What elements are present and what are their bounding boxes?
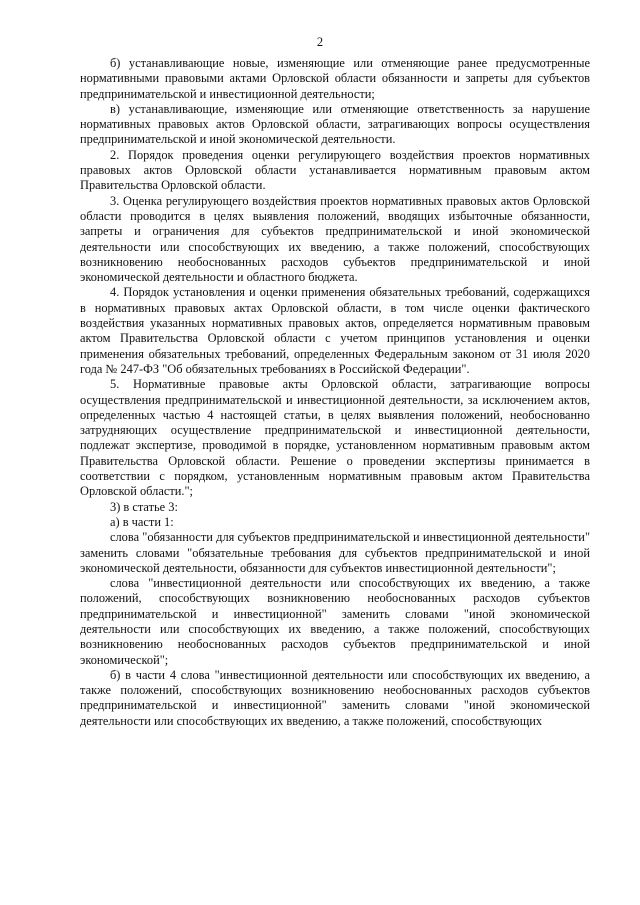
paragraph-4: 4. Порядок установления и оценки применения обязательных требований, содержащихся в нормативных правовых актах Орловской области, в том числе оценки фактического воздействия указанных нормативных правовых актов, определяется нормативным правовым актом Правительства Орловской области с учетом принципов установления и оценки применения обязательных требований, определенных Федеральным законом от 31 июля 2020 года № 247-ФЗ "Об обязательных требованиях в Российской Федерации". xyxy=(80,285,590,376)
subitem-a-part-1: а) в части 1: xyxy=(110,514,174,529)
paragraph-1v: в) устанавливающие, изменяющие или отменяющие ответственность за нарушение нормативных правовых актов Орловской области, затрагивающих вопросы осуществления предпринимательской и иной экономической деятельности. xyxy=(80,101,590,147)
paragraph-2: 2. Порядок проведения оценки регулирующего воздействия проектов нормативных правовых актов Орловской области устанавливается нормативным правовым актом Правительства Орловской области. xyxy=(80,147,590,193)
subitem-b-part-4: б) в части 4 слова "инвестиционной деятельности или способствующих их введению, а также положений, способствующих возникновению необоснованных расходов субъектов предпринимательской и инвестиционной" заменить словами "иной экономической деятельности или способствующих их введению, а также положений, способствующих xyxy=(80,667,590,728)
replacement-words-1: слова "обязанности для субъектов предпринимательской и инвестиционной деятельности" заменить словами "обязательные требования для субъектов предпринимательской и иной экономической деятельности, обязанности для субъектов инвестиционной деятельности"; xyxy=(80,530,590,575)
page-number: 2 xyxy=(316,35,324,49)
item-3-article-3: 3) в статье 3: xyxy=(110,499,178,514)
paragraph-3: 3. Оценка регулирующего воздействия проектов нормативных правовых актов Орловской области проводится в целях выявления положений, вводящих избыточные обязанности, запреты и ограничения для субъектов предпринимательской и иной экономической деятельности или способствующих их введению, а также положений, способствующих возникновению необоснованных расходов субъектов предпринимательской и иной экономической деятельности и областного бюджета. xyxy=(80,193,590,285)
body-text xyxy=(80,56,590,729)
paragraph-1b: б) устанавливающие новые, изменяющие или отменяющие ранее предусмотренные нормативными правовыми актами Орловской области обязанности и запреты для субъектов предпринимательской и инвестиционной деятельности; xyxy=(80,56,590,101)
replacement-words-2: слова "инвестиционной деятельности или способствующих их введению, а также положений, способствующих возникновению необоснованных расходов субъектов предпринимательской и инвестиционной" заменить словами "иной экономической деятельности или способствующих их введению, а также положений, способствующих возникновению необоснованных расходов субъектов предпринимательской и иной экономической"; xyxy=(80,576,590,667)
paragraph-5: 5. Нормативные правовые акты Орловской области, затрагивающие вопросы осуществления предпринимательской и инвестиционной деятельности, за исключением актов, определенных частью 4 настоящей статьи, в целях выявления положений, необоснованно затрудняющих осуществление предпринимательской и инвестиционной деятельности, подлежат экспертизе, проводимой в порядке, установленном нормативным правовым актом Правительства Орловской области. Решение о проведении экспертизы принимается в соответствии с порядком, установленным нормативным правовым актом Правительства Орловской области."; xyxy=(80,377,590,499)
